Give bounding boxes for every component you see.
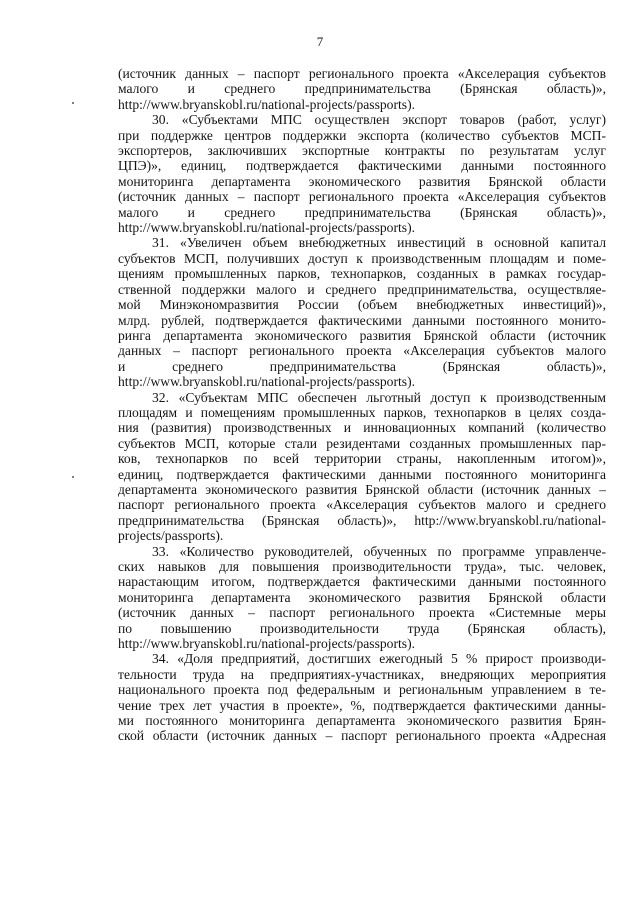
paragraph-p34 — [118, 651, 606, 743]
paragraph-line: предпринимательства (Брянская область)», http://www.bryanskobl.ru/national- — [118, 512, 606, 528]
paragraph-line: ЦПЭ)», единиц, подтверждается фактическими данными постоянного — [118, 158, 606, 174]
paragraph-line: субъектов МСП, получивших доступ к производственным площадям и поме- — [118, 250, 606, 266]
paragraph-line: ственной поддержки малого и среднего предпринимательства, осуществляе- — [118, 281, 606, 297]
paragraph-intro — [118, 66, 606, 112]
paragraph-line: (источник данных – паспорт регионального проекта «Акселерация субъектов — [118, 189, 606, 205]
paragraph-line: 30. «Субъектами МПС осуществлен экспорт товаров (работ, услуг) — [152, 112, 606, 128]
margin-mark — [72, 476, 74, 478]
paragraph-line: ков, технопарков по всей территории страны, накопленным итогом)», — [118, 451, 606, 467]
paragraph-p30 — [118, 112, 606, 235]
paragraph-line: малого и среднего предпринимательства (Брянская область)», — [118, 204, 606, 220]
paragraph-line: млрд. рублей, подтверждается фактическими данными постоянного монито- — [118, 312, 606, 328]
paragraph-line: малого и среднего предпринимательства (Брянская область)», — [118, 81, 606, 97]
paragraph-line: ских навыков для повышения производительности труда», тыс. человек, — [118, 559, 606, 574]
paragraph-line: субъектов МСП, которые стали резидентами созданных промышленных пар- — [118, 435, 606, 451]
paragraph-line: данных – паспорт регионального проекта «Акселерация субъектов малого — [118, 343, 606, 359]
paragraph-p31 — [118, 235, 606, 389]
paragraph-line: 34. «Доля предприятий, достигших ежегодный 5 % прирост производи- — [152, 651, 606, 667]
paragraph-line: чение трех лет участия в проекте», %, подтверждается фактическими данны- — [118, 697, 606, 713]
paragraph-line: национального проекта под федеральным и региональным управлением в те- — [118, 682, 606, 698]
margin-mark — [72, 102, 74, 104]
paragraph-line: площадям и помещениям промышленных парков, технопарков в целях созда- — [118, 404, 606, 420]
paragraph-line: http://www.bryanskobl.ru/national-projects/passports). — [118, 220, 415, 236]
paragraph-line: нарастающим итогом, подтверждается фактическими данными постоянного — [118, 574, 606, 590]
paragraph-line: при поддержке центров поддержки экспорта (количество субъектов МСП- — [118, 127, 606, 143]
paragraph-line: (источник данных – паспорт регионального проекта «Акселерация субъектов — [118, 66, 606, 81]
paragraph-line: мониторинга департамента экономического развития Брянской области — [118, 173, 606, 189]
paragraph-line: паспорт регионального проекта «Акселерация субъектов малого и среднего — [118, 497, 606, 513]
paragraph-line: мониторинга департамента экономического развития Брянской области — [118, 589, 606, 605]
paragraph-line: по повышению производительности труда (Брянская область), — [118, 620, 606, 636]
paragraph-line: http://www.bryanskobl.ru/national-projects/passports). — [118, 636, 415, 652]
paragraph-line: http://www.bryanskobl.ru/national-projects/passports). — [118, 374, 415, 390]
paragraph-line: щениям промышленных парков, технопарков, созданных в рамках государ- — [118, 266, 606, 282]
paragraph-line: и среднего предпринимательства (Брянская область)», — [118, 358, 606, 374]
document-body — [118, 66, 606, 744]
paragraph-line: экспортеров, заключивших экспортные контракты по результатам услуг — [118, 143, 606, 159]
paragraph-line: projects/passports). — [118, 528, 224, 544]
paragraph-line: (источник данных – паспорт регионального проекта «Системные меры — [118, 605, 606, 621]
paragraph-line: 33. «Количество руководителей, обученных по программе управленче- — [152, 543, 606, 559]
paragraph-line: http://www.bryanskobl.ru/national-projects/passports). — [118, 96, 415, 112]
paragraph-line: ринга департамента экономического развития Брянской области (источник — [118, 327, 606, 343]
paragraph-line: ния (развития) производственных и инновационных компаний (количество — [118, 420, 606, 436]
paragraph-line: мой Минэкономразвития России (объем внебюджетных инвестиций)», — [118, 297, 606, 313]
paragraph-line: департамента экономического развития Брянской области (источник данных – — [118, 481, 606, 497]
paragraph-line: 31. «Увеличен объем внебюджетных инвестиций в основной капитал — [152, 235, 606, 251]
paragraph-line: ми постоянного мониторинга департамента экономического развития Брян- — [118, 713, 606, 729]
paragraph-line: тельности труда на предприятиях-участниках, внедряющих мероприятия — [118, 666, 606, 682]
paragraph-line: ской области (источник данных – паспорт регионального проекта «Адресная — [118, 728, 606, 744]
paragraph-p33 — [118, 544, 606, 652]
paragraph-line: единиц, подтверждается фактическими данными постоянного мониторинга — [118, 466, 606, 482]
paragraph-line: 32. «Субъектам МПС обеспечен льготный доступ к производственным — [152, 389, 606, 405]
paragraph-p32 — [118, 390, 606, 544]
page-number: 7 — [316, 34, 324, 49]
